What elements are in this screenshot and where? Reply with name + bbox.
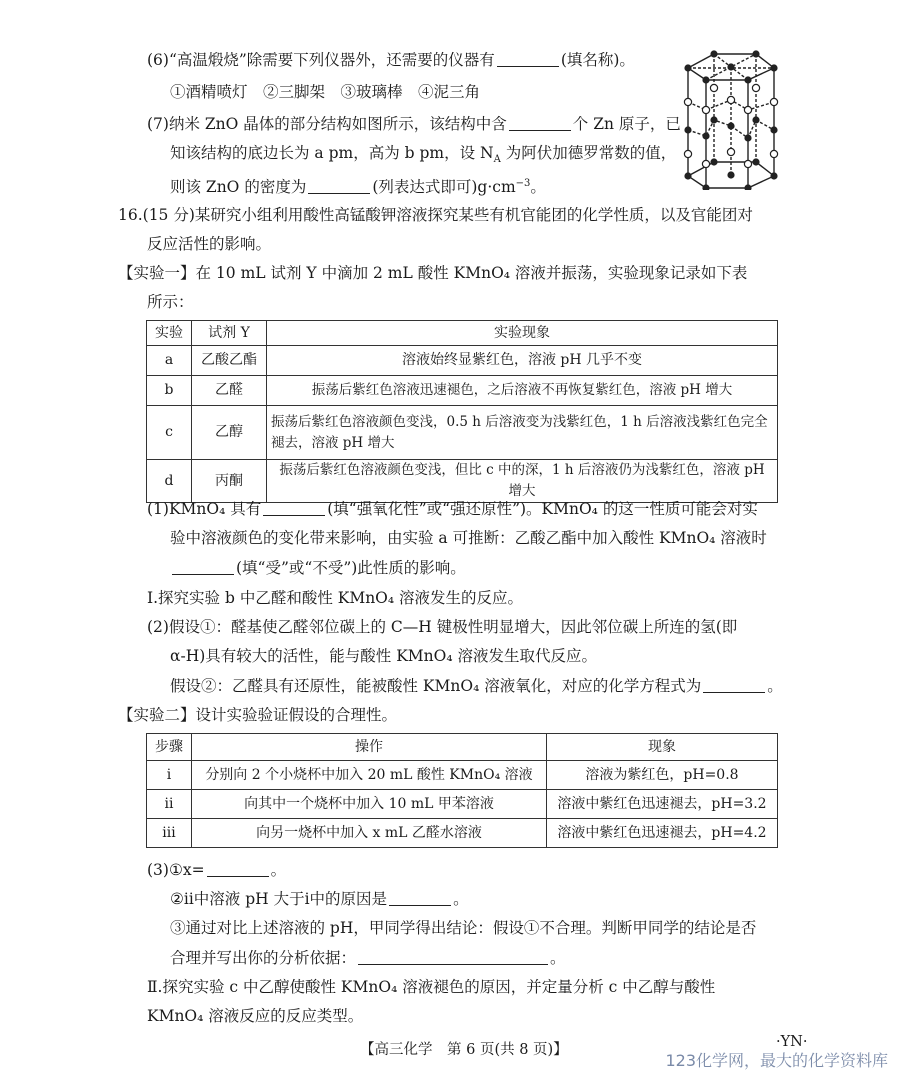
table-row: [147, 790, 778, 819]
q7-line3-post: (列表达式即可)g·cm: [372, 178, 516, 197]
table-row: [147, 406, 778, 460]
section-2-line2: KMnO₄ 溶液反应的反应类型。: [147, 1007, 364, 1025]
answer-blank: [263, 499, 325, 516]
answer-blank: [389, 889, 451, 906]
p3-b-text: ②ⅱ中溶液 pH 大于ⅰ中的原因是: [170, 890, 388, 908]
section-2-line1: Ⅱ.探究实验 c 中乙醇使酸性 KMnO₄ 溶液褪色的原因，并定量分析 c 中乙醇与酸性: [147, 978, 716, 996]
table-row: [147, 761, 778, 790]
p3-c1: ③通过对比上述溶液的 pH，甲同学得出结论：假设①不合理。判断甲同学的结论是否: [170, 919, 757, 937]
p3-b: [170, 887, 469, 911]
p1-line3-text: (填“受”或“不受”)此性质的影响。: [236, 559, 466, 577]
table-cell: c: [147, 406, 192, 460]
p3-c2-text: 合理并写出你的分析依据：: [170, 949, 357, 967]
table-header-cell: 步骤: [147, 734, 192, 761]
q16-head-1: 16.(15 分)某研究小组利用酸性高锰酸钾溶液探究某些有机官能团的化学性质，以及官能团对: [118, 206, 753, 224]
table-cell: d: [147, 460, 192, 503]
table-cell-line: 褪去，溶液 pH 增大: [271, 434, 395, 451]
table-cell: 溶液中紫红色迅速褪去，pH=4.2: [547, 819, 778, 848]
q7-line2: [170, 141, 676, 172]
table-header-cell: 现象: [547, 734, 778, 761]
q6-text: (6)“高温煅烧”除需要下列仪器外，还需要的仪器有: [147, 51, 495, 69]
answer-blank: [308, 177, 370, 194]
table-cell-line: 振荡后紫红色溶液颜色变浅，0.5 h 后溶液变为浅紫红色，1 h 后溶液浅紫红色完全: [271, 413, 768, 430]
table-header-row: [147, 734, 778, 761]
q7-text-post: 个 Zn 原子，已: [572, 115, 681, 133]
table-cell: 溶液中紫红色迅速褪去，pH=3.2: [547, 790, 778, 819]
exp1-line2: 所示：: [147, 293, 194, 311]
table-cell: 振荡后紫红色溶液迅速褪色，之后溶液不再恢复紫红色，溶液 pH 增大: [267, 376, 778, 406]
exp1-line1: 【实验一】在 10 mL 试剂 Y 中滴加 2 mL 酸性 KMnO₄ 溶液并振荡，实验现象记录如下表: [118, 264, 748, 282]
q7-superscript: −3: [515, 178, 531, 189]
table-cell: [267, 406, 778, 460]
table-cell: ⅱ: [147, 790, 192, 819]
p2-line3: [170, 674, 783, 698]
experiment-1-table: [146, 320, 778, 503]
experiment-2-table: [146, 733, 778, 848]
p3-a-text: (3)①x=: [147, 861, 205, 879]
q7-text: (7)纳米 ZnO 晶体的部分结构如图所示，该结构中含: [147, 115, 507, 133]
answer-blank: [358, 948, 548, 965]
table-cell: 溶液始终显紫红色，溶液 pH 几乎不变: [267, 346, 778, 376]
q6-line1: [147, 48, 635, 72]
p1-text: (1)KMnO₄ 具有: [147, 500, 262, 518]
table-cell: 乙醛: [192, 376, 267, 406]
table-cell: 乙酸乙酯: [192, 346, 267, 376]
table-cell: 分别向 2 个小烧杯中加入 20 mL 酸性 KMnO₄ 溶液: [192, 761, 547, 790]
answer-blank: [703, 676, 765, 693]
p3-b-end: 。: [453, 890, 469, 908]
exp2-title: 【实验二】设计实验验证假设的合理性。: [118, 706, 398, 724]
answer-blank: [207, 860, 269, 877]
zno-crystal-structure-figure: [676, 40, 786, 190]
answer-blank: [509, 114, 571, 131]
table-cell: 溶液为紫红色，pH=0.8: [547, 761, 778, 790]
table-cell: 乙醇: [192, 406, 267, 460]
table-cell: b: [147, 376, 192, 406]
q16-head-2: 反应活性的影响。: [147, 235, 272, 253]
q7-subscript: A: [493, 154, 501, 166]
p2-line3-end: 。: [767, 677, 783, 695]
p3-a: [147, 858, 286, 882]
q7-line3-text: 则该 ZnO 的密度为: [170, 178, 307, 197]
table-header-cell: 试剂 Y: [192, 321, 267, 346]
p2-line1: (2)假设①：醛基使乙醛邻位碳上的 C—H 键极性明显增大，因此邻位碳上所连的氢(即: [147, 618, 738, 636]
table-row: [147, 346, 778, 376]
table-cell: 向其中一个烧杯中加入 10 mL 甲苯溶液: [192, 790, 547, 819]
table-header-cell: 实验现象: [267, 321, 778, 346]
q6-options: ①酒精喷灯 ②三脚架 ③玻璃棒 ④泥三角: [170, 83, 481, 101]
watermark: 123化学网，最大的化学资料库: [665, 1051, 888, 1070]
p1-line3: [170, 556, 466, 580]
p1-text-post: (填“强氧化性”或“强还原性”)。KMnO₄ 的这一性质可能会对实: [327, 500, 758, 518]
q6-text-post: (填名称)。: [560, 51, 635, 69]
p3-c2-end: 。: [550, 949, 566, 967]
p2-line3-text: 假设②：乙醛具有还原性，能被酸性 KMnO₄ 溶液氧化，对应的化学方程式为: [170, 677, 702, 695]
q7-line1: [147, 112, 681, 136]
table-cell: 振荡后紫红色溶液颜色变浅，但比 c 中的深，1 h 后溶液仍为浅紫红色，溶液 pH 增大: [267, 460, 778, 503]
p2-line2: α-H)具有较大的活性，能与酸性 KMnO₄ 溶液发生取代反应。: [170, 647, 597, 665]
table-header-cell: 操作: [192, 734, 547, 761]
q7-line3-end: 。: [530, 178, 546, 197]
table-cell: ⅲ: [147, 819, 192, 848]
p3-c2: [170, 946, 566, 970]
section-1-title: Ⅰ.探究实验 b 中乙醛和酸性 KMnO₄ 溶液发生的反应。: [147, 589, 524, 607]
table-row: [147, 819, 778, 848]
table-header-cell: 实验: [147, 321, 192, 346]
p3-a-end: 。: [270, 861, 287, 879]
table-cell: 向另一烧杯中加入 x mL 乙醛水溶液: [192, 819, 547, 848]
p1-line2: 验中溶液颜色的变化带来影响，由实验 a 可推断：乙酸乙酯中加入酸性 KMnO₄ 溶液时: [170, 529, 767, 547]
footer-page-info: 【高三化学 第 6 页(共 8 页)】: [360, 1042, 568, 1058]
table-row: [147, 376, 778, 406]
table-cell: a: [147, 346, 192, 376]
table-cell: ⅰ: [147, 761, 192, 790]
q7-line2-text: 知该结构的底边长为 a pm，高为 b pm，设 N: [170, 144, 494, 162]
table-cell: 丙酮: [192, 460, 267, 503]
p1-line1: [147, 497, 758, 521]
q7-line3: [170, 172, 546, 199]
q7-line2-post: 为阿伏加德罗常数的值，: [500, 144, 677, 162]
table-header-row: [147, 321, 778, 346]
answer-blank: [172, 558, 234, 575]
answer-blank: [497, 50, 559, 67]
footer-code: ·YN·: [776, 1034, 808, 1050]
